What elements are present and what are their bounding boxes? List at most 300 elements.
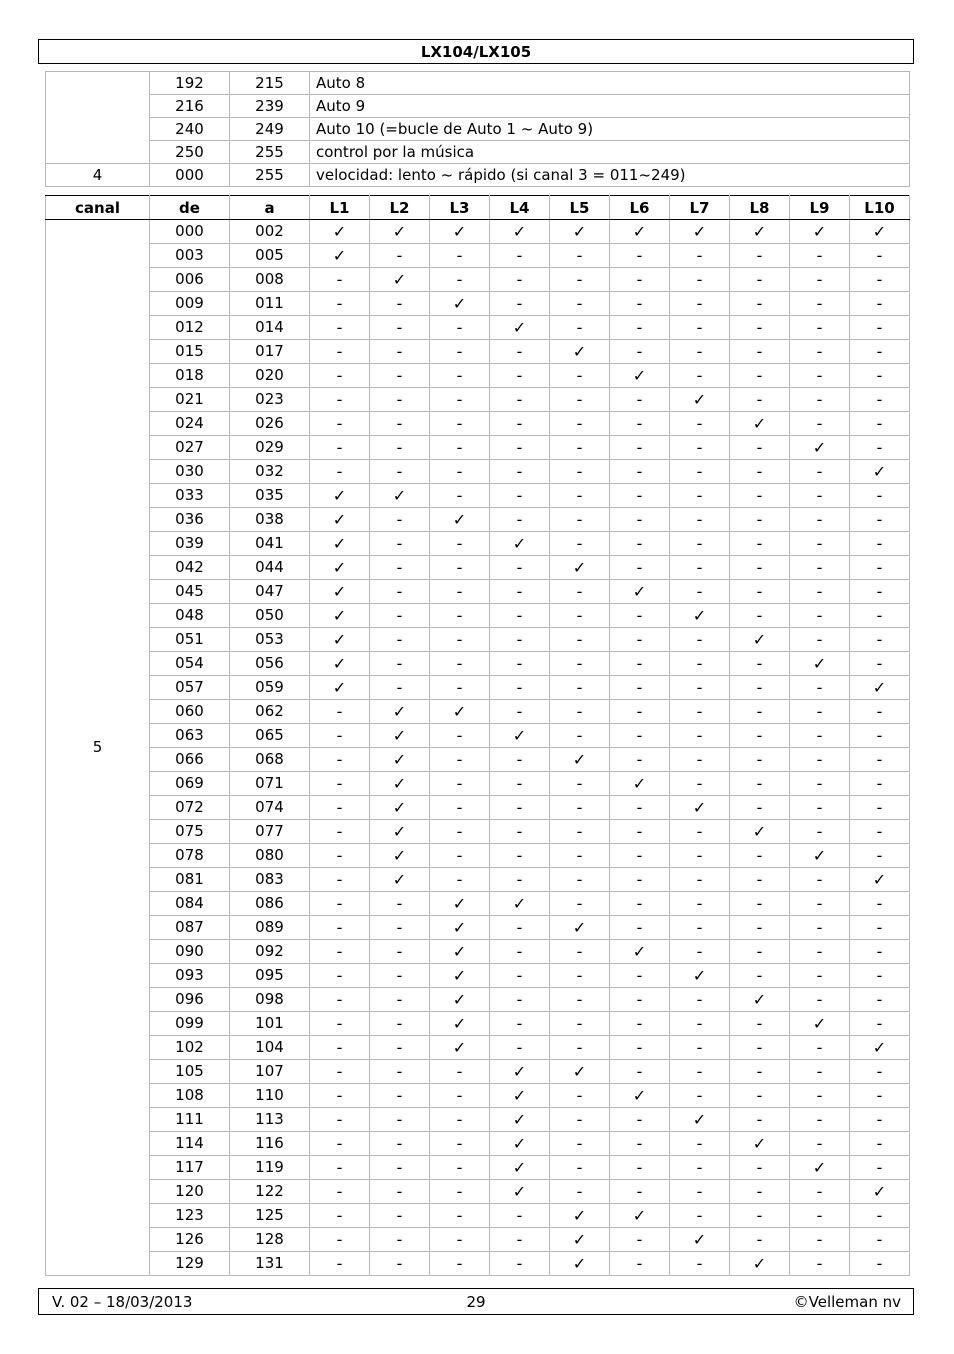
check-mark-icon: ✓ [430, 916, 490, 940]
a-cell: 116 [230, 1132, 310, 1156]
dash-mark: - [310, 316, 370, 340]
de-cell: 087 [150, 916, 230, 940]
dash-mark: - [430, 532, 490, 556]
dash-mark: - [670, 580, 730, 604]
dash-mark: - [550, 388, 610, 412]
a-cell: 035 [230, 484, 310, 508]
dash-mark: - [310, 1180, 370, 1204]
check-mark-icon: ✓ [430, 700, 490, 724]
de-cell: 051 [150, 628, 230, 652]
dash-mark: - [310, 964, 370, 988]
check-mark-icon: ✓ [310, 556, 370, 580]
dash-mark: - [850, 844, 910, 868]
table-row [46, 676, 910, 700]
check-mark-icon: ✓ [670, 964, 730, 988]
dash-mark: - [730, 364, 790, 388]
dash-mark: - [370, 1132, 430, 1156]
dash-mark: - [310, 724, 370, 748]
a-cell: 017 [230, 340, 310, 364]
de-cell: 063 [150, 724, 230, 748]
a-cell: 056 [230, 652, 310, 676]
check-mark-icon: ✓ [490, 1180, 550, 1204]
dash-mark: - [370, 1228, 430, 1252]
dash-mark: - [550, 1156, 610, 1180]
check-mark-icon: ✓ [790, 844, 850, 868]
dash-mark: - [850, 604, 910, 628]
dash-mark: - [850, 1060, 910, 1084]
dash-mark: - [610, 316, 670, 340]
dash-mark: - [550, 1180, 610, 1204]
dash-mark: - [430, 1156, 490, 1180]
dash-mark: - [430, 484, 490, 508]
dash-mark: - [670, 244, 730, 268]
dash-mark: - [730, 700, 790, 724]
table-row [46, 724, 910, 748]
table-row [46, 820, 910, 844]
check-mark-icon: ✓ [550, 220, 610, 244]
de-cell: 099 [150, 1012, 230, 1036]
de-cell: 120 [150, 1180, 230, 1204]
a-cell: 002 [230, 220, 310, 244]
dash-mark: - [310, 1204, 370, 1228]
dash-mark: - [670, 916, 730, 940]
dash-mark: - [490, 364, 550, 388]
dash-mark: - [310, 748, 370, 772]
de-cell: 192 [150, 72, 230, 95]
check-mark-icon: ✓ [730, 412, 790, 436]
dash-mark: - [550, 364, 610, 388]
dash-mark: - [730, 1036, 790, 1060]
canal-cell: 5 [46, 220, 150, 1276]
check-mark-icon: ✓ [790, 436, 850, 460]
table-row [46, 1132, 910, 1156]
dash-mark: - [550, 676, 610, 700]
check-mark-icon: ✓ [490, 1108, 550, 1132]
table-row [46, 118, 910, 141]
dash-mark: - [670, 868, 730, 892]
dash-mark: - [310, 796, 370, 820]
dash-mark: - [370, 436, 430, 460]
de-cell: 060 [150, 700, 230, 724]
dash-mark: - [490, 388, 550, 412]
dash-mark: - [490, 844, 550, 868]
check-mark-icon: ✓ [310, 244, 370, 268]
dash-mark: - [730, 436, 790, 460]
dash-mark: - [370, 964, 430, 988]
check-mark-icon: ✓ [370, 796, 430, 820]
dash-mark: - [490, 340, 550, 364]
check-mark-icon: ✓ [310, 220, 370, 244]
table-header-row [46, 196, 910, 220]
dash-mark: - [310, 412, 370, 436]
check-mark-icon: ✓ [610, 1084, 670, 1108]
dash-mark: - [610, 460, 670, 484]
table-row [46, 95, 910, 118]
dash-mark: - [430, 1132, 490, 1156]
column-header-l4: L4 [490, 196, 550, 220]
dash-mark: - [850, 1204, 910, 1228]
dash-mark: - [730, 1228, 790, 1252]
a-cell: 023 [230, 388, 310, 412]
de-cell: 006 [150, 268, 230, 292]
dash-mark: - [490, 268, 550, 292]
dash-mark: - [370, 292, 430, 316]
dash-mark: - [430, 652, 490, 676]
dash-mark: - [850, 1252, 910, 1276]
dash-mark: - [790, 268, 850, 292]
dash-mark: - [610, 1012, 670, 1036]
check-mark-icon: ✓ [310, 676, 370, 700]
dash-mark: - [550, 868, 610, 892]
dash-mark: - [850, 1108, 910, 1132]
check-mark-icon: ✓ [670, 1108, 730, 1132]
dash-mark: - [490, 868, 550, 892]
dash-mark: - [610, 892, 670, 916]
dash-mark: - [310, 1036, 370, 1060]
dash-mark: - [370, 1036, 430, 1060]
dash-mark: - [370, 604, 430, 628]
light-pattern-table [45, 195, 910, 1276]
dash-mark: - [850, 556, 910, 580]
column-header-l9: L9 [790, 196, 850, 220]
dash-mark: - [730, 388, 790, 412]
dash-mark: - [430, 340, 490, 364]
dash-mark: - [490, 580, 550, 604]
dash-mark: - [610, 1228, 670, 1252]
dash-mark: - [790, 364, 850, 388]
a-cell: 026 [230, 412, 310, 436]
dash-mark: - [490, 460, 550, 484]
check-mark-icon: ✓ [670, 388, 730, 412]
de-cell: 054 [150, 652, 230, 676]
dash-mark: - [670, 628, 730, 652]
dash-mark: - [550, 484, 610, 508]
de-cell: 021 [150, 388, 230, 412]
column-header-l7: L7 [670, 196, 730, 220]
dash-mark: - [370, 892, 430, 916]
a-cell: 083 [230, 868, 310, 892]
check-mark-icon: ✓ [610, 580, 670, 604]
column-header-de: de [150, 196, 230, 220]
table-row [46, 340, 910, 364]
table-row [46, 964, 910, 988]
dash-mark: - [850, 1228, 910, 1252]
a-cell: 041 [230, 532, 310, 556]
table-row [46, 508, 910, 532]
dash-mark: - [550, 1036, 610, 1060]
dash-mark: - [490, 772, 550, 796]
table-row [46, 164, 910, 187]
dash-mark: - [370, 1060, 430, 1084]
dash-mark: - [670, 412, 730, 436]
dash-mark: - [550, 1084, 610, 1108]
dash-mark: - [850, 724, 910, 748]
dash-mark: - [730, 844, 790, 868]
dash-mark: - [610, 820, 670, 844]
dash-mark: - [850, 748, 910, 772]
dash-mark: - [310, 436, 370, 460]
dash-mark: - [550, 772, 610, 796]
dash-mark: - [850, 652, 910, 676]
dash-mark: - [610, 868, 670, 892]
dash-mark: - [370, 532, 430, 556]
check-mark-icon: ✓ [550, 1060, 610, 1084]
dash-mark: - [670, 1084, 730, 1108]
dash-mark: - [790, 1180, 850, 1204]
dash-mark: - [550, 1108, 610, 1132]
table-row [46, 72, 910, 95]
dash-mark: - [430, 1084, 490, 1108]
check-mark-icon: ✓ [490, 316, 550, 340]
dash-mark: - [670, 844, 730, 868]
check-mark-icon: ✓ [790, 652, 850, 676]
dash-mark: - [730, 916, 790, 940]
dash-mark: - [730, 772, 790, 796]
dash-mark: - [550, 796, 610, 820]
dash-mark: - [430, 796, 490, 820]
dash-mark: - [670, 1036, 730, 1060]
check-mark-icon: ✓ [850, 460, 910, 484]
check-mark-icon: ✓ [550, 556, 610, 580]
check-mark-icon: ✓ [490, 724, 550, 748]
dash-mark: - [430, 844, 490, 868]
dash-mark: - [850, 580, 910, 604]
copyright: ©Velleman nv [793, 1293, 901, 1311]
check-mark-icon: ✓ [370, 484, 430, 508]
dash-mark: - [610, 1252, 670, 1276]
dash-mark: - [370, 1108, 430, 1132]
dash-mark: - [610, 1108, 670, 1132]
check-mark-icon: ✓ [730, 1252, 790, 1276]
column-header-l8: L8 [730, 196, 790, 220]
table-row [46, 604, 910, 628]
dash-mark: - [610, 964, 670, 988]
dash-mark: - [790, 460, 850, 484]
table-row [46, 628, 910, 652]
canal-cell [46, 72, 150, 164]
dash-mark: - [490, 556, 550, 580]
dash-mark: - [610, 412, 670, 436]
dash-mark: - [670, 1252, 730, 1276]
dash-mark: - [790, 1132, 850, 1156]
check-mark-icon: ✓ [610, 220, 670, 244]
dash-mark: - [790, 1036, 850, 1060]
dash-mark: - [670, 724, 730, 748]
dash-mark: - [490, 916, 550, 940]
check-mark-icon: ✓ [430, 964, 490, 988]
page-number: 29 [466, 1293, 486, 1311]
dash-mark: - [310, 268, 370, 292]
dash-mark: - [850, 700, 910, 724]
check-mark-icon: ✓ [370, 724, 430, 748]
dash-mark: - [850, 292, 910, 316]
de-cell: 000 [150, 220, 230, 244]
a-cell: 092 [230, 940, 310, 964]
dash-mark: - [310, 700, 370, 724]
table-row [46, 1156, 910, 1180]
version-date: V. 02 – 18/03/2013 [52, 1293, 193, 1311]
check-mark-icon: ✓ [490, 1132, 550, 1156]
check-mark-icon: ✓ [790, 1012, 850, 1036]
dash-mark: - [730, 964, 790, 988]
dash-mark: - [310, 844, 370, 868]
de-cell: 096 [150, 988, 230, 1012]
dash-mark: - [670, 700, 730, 724]
dash-mark: - [430, 1204, 490, 1228]
check-mark-icon: ✓ [610, 772, 670, 796]
dash-mark: - [490, 748, 550, 772]
table-row [46, 1252, 910, 1276]
a-cell: 032 [230, 460, 310, 484]
de-cell: 027 [150, 436, 230, 460]
de-cell: 123 [150, 1204, 230, 1228]
dash-mark: - [370, 1012, 430, 1036]
dash-mark: - [490, 820, 550, 844]
a-cell: 119 [230, 1156, 310, 1180]
dash-mark: - [430, 772, 490, 796]
description-cell: velocidad: lento ~ rápido (si canal 3 = 011~249) [310, 164, 910, 187]
check-mark-icon: ✓ [490, 532, 550, 556]
check-mark-icon: ✓ [370, 868, 430, 892]
dash-mark: - [730, 796, 790, 820]
check-mark-icon: ✓ [490, 220, 550, 244]
dash-mark: - [550, 964, 610, 988]
dash-mark: - [430, 436, 490, 460]
dash-mark: - [850, 340, 910, 364]
dash-mark: - [310, 1132, 370, 1156]
check-mark-icon: ✓ [430, 892, 490, 916]
dash-mark: - [430, 748, 490, 772]
dash-mark: - [850, 964, 910, 988]
dash-mark: - [610, 604, 670, 628]
dash-mark: - [610, 436, 670, 460]
dash-mark: - [610, 532, 670, 556]
a-cell: 125 [230, 1204, 310, 1228]
table-row [46, 868, 910, 892]
dash-mark: - [430, 628, 490, 652]
dash-mark: - [730, 484, 790, 508]
table-row [46, 844, 910, 868]
dash-mark: - [490, 412, 550, 436]
dash-mark: - [310, 1156, 370, 1180]
dash-mark: - [610, 340, 670, 364]
column-header-l10: L10 [850, 196, 910, 220]
de-cell: 093 [150, 964, 230, 988]
check-mark-icon: ✓ [430, 292, 490, 316]
table-row [46, 1060, 910, 1084]
a-cell: 044 [230, 556, 310, 580]
dash-mark: - [430, 1228, 490, 1252]
dash-mark: - [790, 796, 850, 820]
dash-mark: - [610, 508, 670, 532]
auto-program-table-body [46, 72, 910, 187]
check-mark-icon: ✓ [610, 1204, 670, 1228]
dash-mark: - [430, 580, 490, 604]
table-row [46, 1108, 910, 1132]
dash-mark: - [490, 436, 550, 460]
dash-mark: - [370, 1204, 430, 1228]
dash-mark: - [370, 1156, 430, 1180]
dash-mark: - [850, 316, 910, 340]
check-mark-icon: ✓ [730, 628, 790, 652]
a-cell: 077 [230, 820, 310, 844]
check-mark-icon: ✓ [490, 1084, 550, 1108]
dash-mark: - [670, 1012, 730, 1036]
table-row [46, 412, 910, 436]
table-row [46, 244, 910, 268]
check-mark-icon: ✓ [670, 604, 730, 628]
dash-mark: - [790, 964, 850, 988]
dash-mark: - [610, 388, 670, 412]
check-mark-icon: ✓ [430, 988, 490, 1012]
dash-mark: - [790, 556, 850, 580]
dash-mark: - [370, 580, 430, 604]
table-row [46, 1204, 910, 1228]
check-mark-icon: ✓ [370, 220, 430, 244]
dash-mark: - [790, 676, 850, 700]
dash-mark: - [790, 292, 850, 316]
de-cell: 081 [150, 868, 230, 892]
de-cell: 009 [150, 292, 230, 316]
dash-mark: - [550, 292, 610, 316]
dash-mark: - [370, 628, 430, 652]
table-row [46, 652, 910, 676]
description-cell: control por la música [310, 141, 910, 164]
dash-mark: - [550, 508, 610, 532]
de-cell: 003 [150, 244, 230, 268]
dash-mark: - [790, 724, 850, 748]
dash-mark: - [790, 1228, 850, 1252]
dash-mark: - [310, 1228, 370, 1252]
table-row [46, 556, 910, 580]
de-cell: 018 [150, 364, 230, 388]
dash-mark: - [730, 1108, 790, 1132]
dash-mark: - [790, 628, 850, 652]
dash-mark: - [430, 268, 490, 292]
de-cell: 039 [150, 532, 230, 556]
a-cell: 038 [230, 508, 310, 532]
de-cell: 012 [150, 316, 230, 340]
dash-mark: - [490, 1252, 550, 1276]
dash-mark: - [310, 820, 370, 844]
dash-mark: - [850, 1012, 910, 1036]
check-mark-icon: ✓ [850, 220, 910, 244]
dash-mark: - [790, 508, 850, 532]
dash-mark: - [610, 1156, 670, 1180]
a-cell: 014 [230, 316, 310, 340]
dash-mark: - [790, 388, 850, 412]
de-cell: 108 [150, 1084, 230, 1108]
dash-mark: - [550, 412, 610, 436]
dash-mark: - [730, 724, 790, 748]
check-mark-icon: ✓ [730, 988, 790, 1012]
check-mark-icon: ✓ [370, 748, 430, 772]
dash-mark: - [550, 892, 610, 916]
dash-mark: - [850, 772, 910, 796]
check-mark-icon: ✓ [490, 1060, 550, 1084]
dash-mark: - [370, 412, 430, 436]
dash-mark: - [670, 460, 730, 484]
dash-mark: - [730, 244, 790, 268]
a-cell: 065 [230, 724, 310, 748]
dash-mark: - [850, 508, 910, 532]
dash-mark: - [670, 1156, 730, 1180]
table-row [46, 1228, 910, 1252]
dash-mark: - [370, 316, 430, 340]
table-row [46, 220, 910, 244]
dash-mark: - [790, 1084, 850, 1108]
dash-mark: - [730, 1156, 790, 1180]
